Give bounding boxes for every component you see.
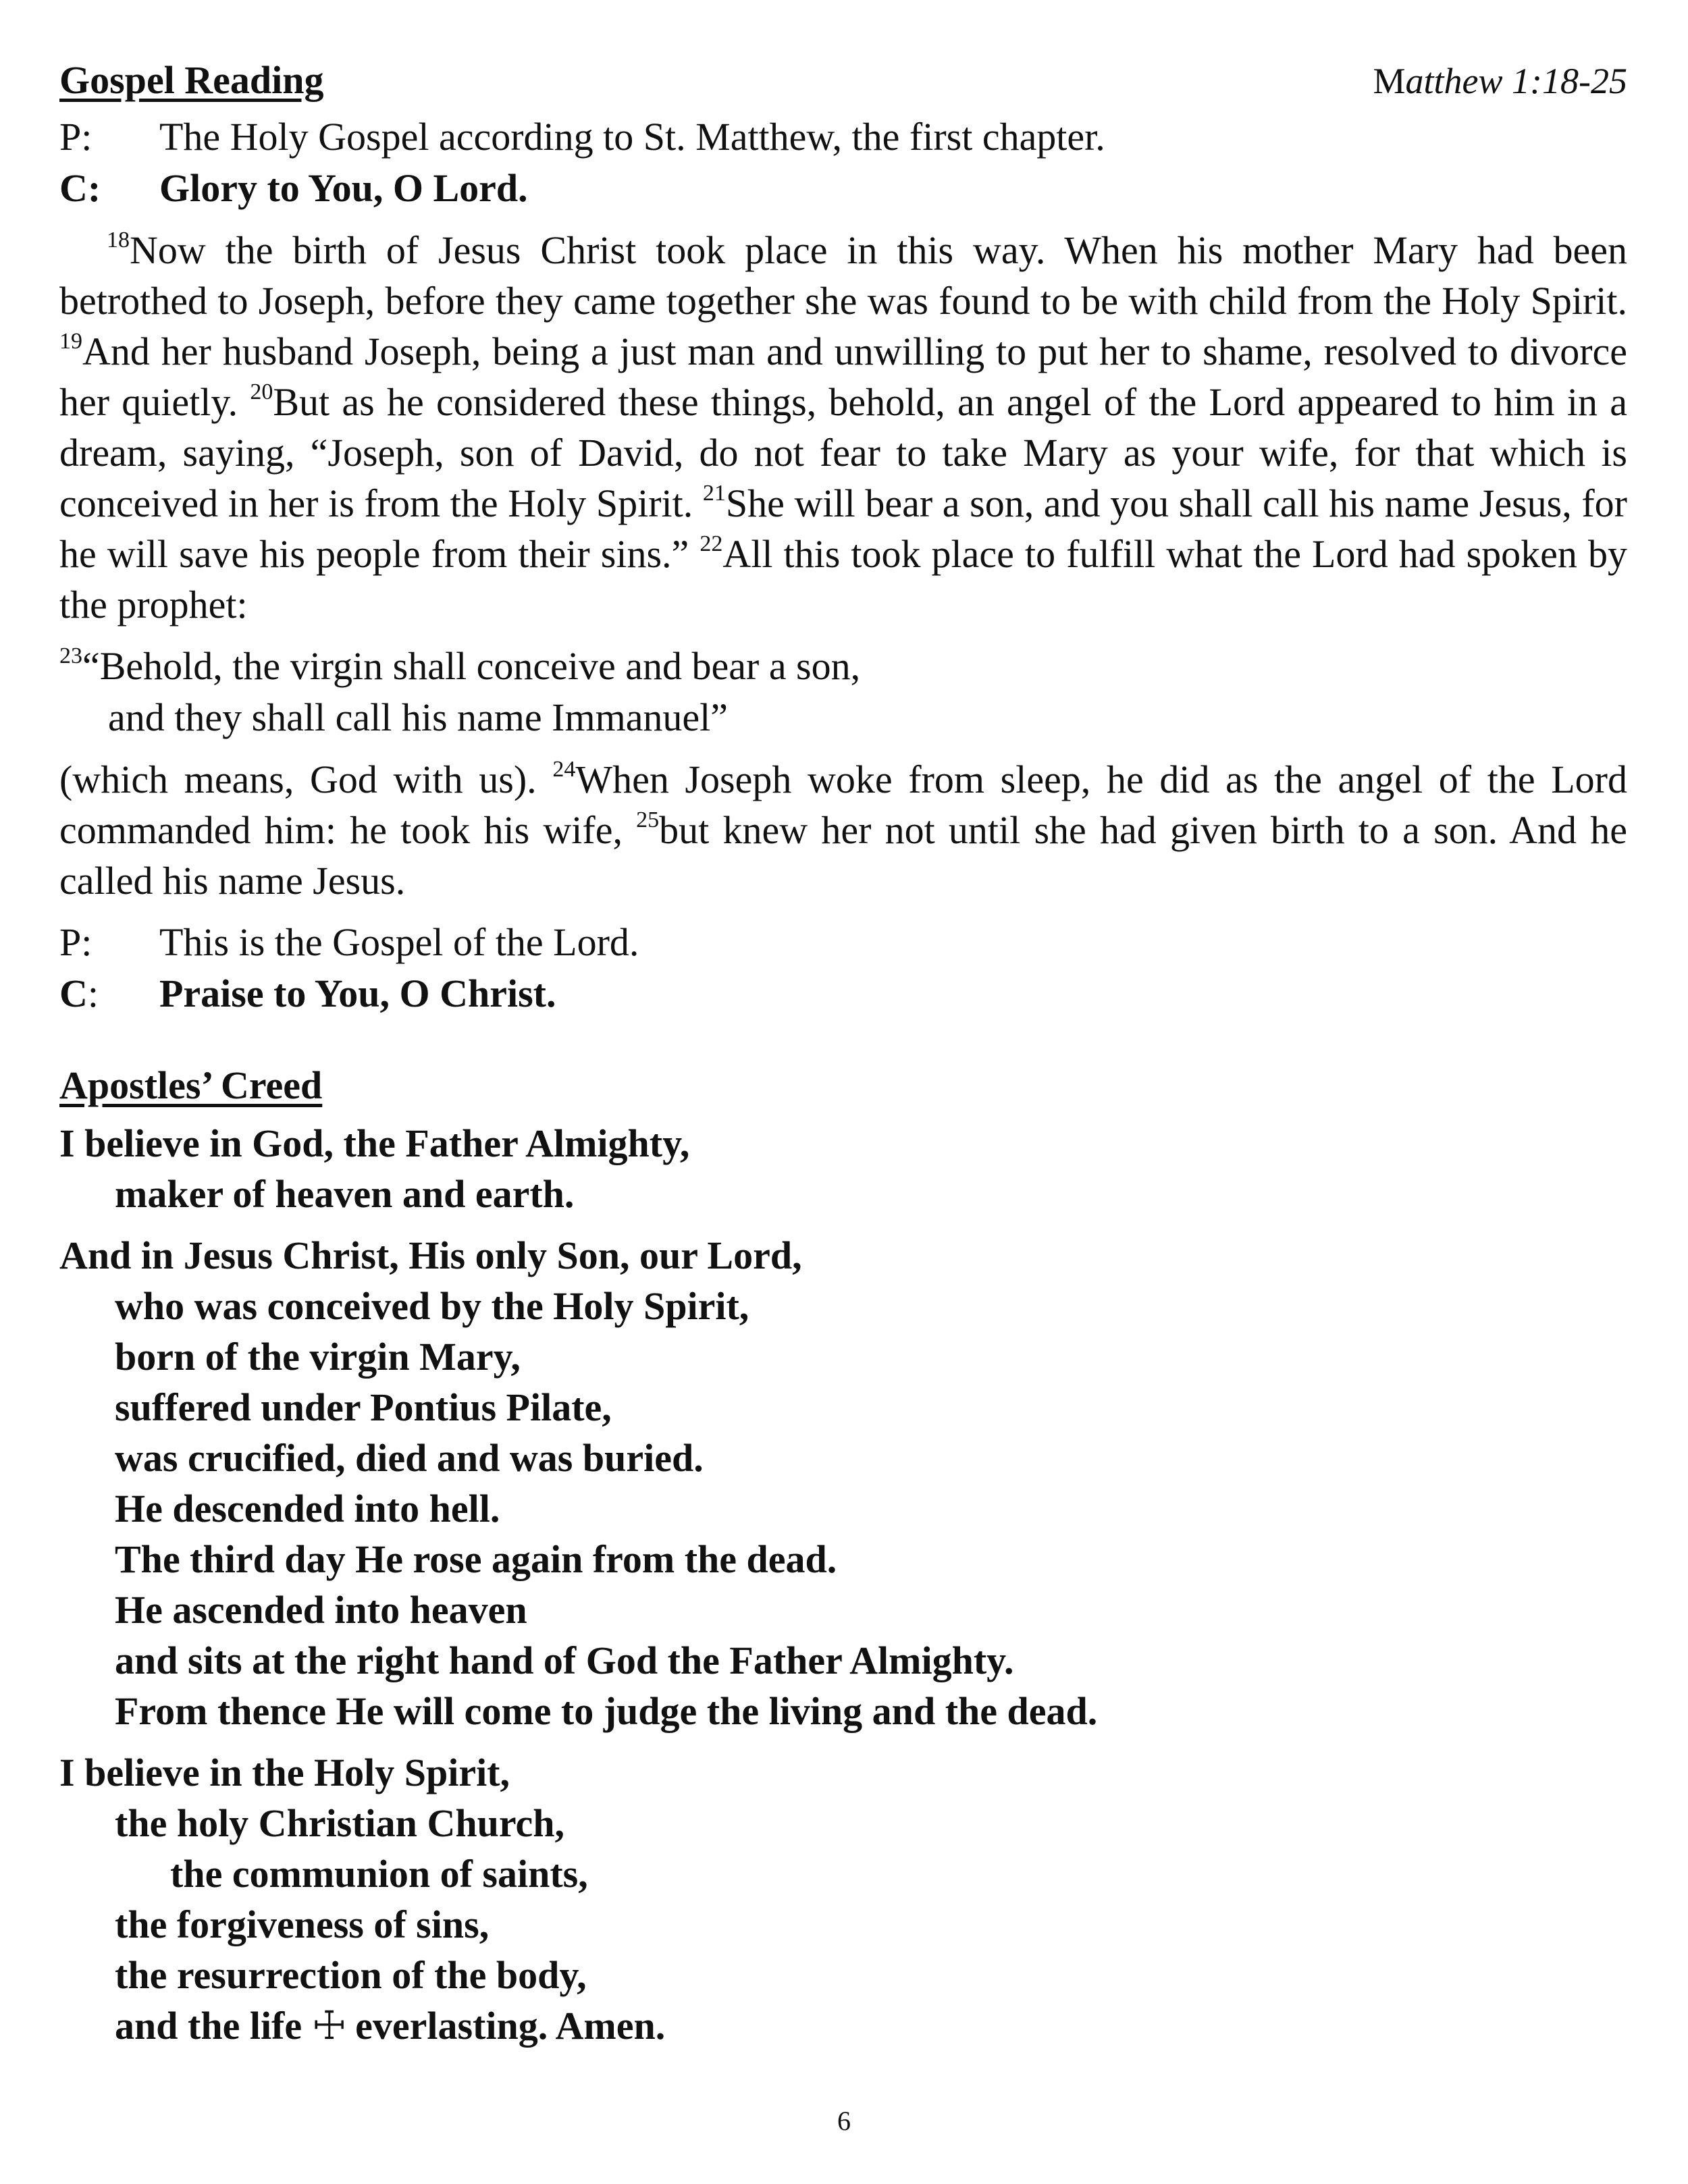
closing-congregation-line — [59, 968, 1627, 1019]
closing-pastor-line — [59, 917, 1627, 968]
verse-number: 20 — [250, 379, 273, 404]
gospel-citation — [1373, 60, 1627, 102]
creed-line: the communion of saints, — [170, 1852, 588, 1896]
creed-line: the resurrection of the body, — [115, 1953, 587, 1997]
creed-final-text-end: everlasting. Amen. — [345, 2004, 666, 2048]
pastor-text: This is the Gospel of the Lord. — [159, 920, 639, 964]
creed-final-text-start: and the life — [115, 2004, 312, 2048]
quote-text: “Behold, the virgin shall conceive and bear a son, — [82, 644, 861, 688]
creed-line: And in Jesus Christ, His only Son, our Lord, — [59, 1233, 802, 1277]
verse-text: But as he considered these things, behold, an angel of the Lord appeared to him in a dream, saying, “Joseph, son of David, do not fear to take Mary as your wife, for that which is conceived in her is from the Holy Spirit. — [59, 380, 1627, 525]
quote-text: and they shall call his name Immanuel” — [108, 695, 729, 739]
verse-number: 23 — [59, 643, 82, 668]
creed-line: The third day He rose again from the dead. — [115, 1537, 837, 1581]
verse-number: 25 — [636, 807, 660, 832]
creed-stanza-son — [59, 1230, 1627, 1736]
verse-number: 18 — [107, 228, 130, 252]
gospel-paragraph-2 — [59, 754, 1627, 906]
speaker-label: C: — [59, 166, 101, 210]
speaker-label: P: — [59, 115, 93, 159]
creed-line: He descended into hell. — [115, 1487, 500, 1530]
gospel-heading-row — [59, 57, 1627, 111]
creed-heading-row — [59, 1063, 1627, 1118]
verse-number: 22 — [700, 531, 723, 556]
speaker-label — [59, 968, 159, 1019]
creed-line: who was conceived by the Holy Spirit, — [115, 1284, 749, 1328]
verse-text: but knew her not until she had given birth to a son. And he called his name Jesus. — [59, 808, 1627, 903]
creed-line: the forgiveness of sins, — [115, 1902, 490, 1946]
verse-number: 24 — [552, 757, 576, 782]
congregation-text: Glory to You, O Lord. — [159, 166, 528, 210]
citation-initial: M — [1373, 61, 1406, 101]
pastor-text: The Holy Gospel according to St. Matthew, the first chapter. — [159, 115, 1105, 159]
congregation-text: Praise to You, O Christ. — [159, 971, 556, 1015]
creed-line: suffered under Pontius Pilate, — [115, 1385, 612, 1429]
creed-line: maker of heaven and earth. — [115, 1172, 575, 1216]
verse-text: She will bear a son, and you shall call his name Jesus, for he will save his people from their sins.” — [59, 481, 1627, 576]
page-number: 6 — [837, 2106, 851, 2136]
creed-final-line — [59, 2000, 1627, 2051]
creed-stanza-father — [59, 1118, 1627, 1219]
paragraph-lead: (which means, God with us). — [59, 757, 553, 801]
creed-line: I believe in the Holy Spirit, — [59, 1751, 510, 1794]
verse-number: 19 — [59, 329, 82, 354]
creed-line: the holy Christian Church, — [115, 1801, 565, 1845]
speaker-label: P: — [59, 920, 93, 964]
intro-pastor-line — [59, 111, 1627, 163]
creed-line: and sits at the right hand of God the Father Almighty. — [115, 1639, 1014, 1682]
gospel-paragraph-1 — [59, 225, 1627, 630]
creed-line: From thence He will come to judge the living and the dead. — [115, 1689, 1098, 1733]
gospel-title: Gospel Reading — [59, 58, 324, 102]
citation-text: atthew 1:18-25 — [1405, 61, 1627, 101]
verse-text: When Joseph woke from sleep, he did as the angel of the Lord commanded him: he took his wife, — [59, 757, 1627, 852]
creed-stanza-spirit — [59, 1747, 1627, 2000]
creed-line: was crucified, died and was buried. — [115, 1436, 704, 1480]
verse-text: All this took place to fulfill what the Lord had spoken by the prophet: — [59, 532, 1627, 627]
speaker-letter: C — [59, 971, 88, 1015]
creed-line: born of the virgin Mary, — [115, 1335, 521, 1379]
speaker-colon: : — [87, 971, 99, 1015]
verse-number: 21 — [702, 481, 726, 506]
quote-line-2 — [59, 692, 1627, 743]
creed-title: Apostles’ Creed — [59, 1063, 323, 1107]
creed-line: I believe in God, the Father Almighty, — [59, 1121, 690, 1165]
creed-line: He ascended into heaven — [115, 1588, 527, 1632]
cross-icon: ☩ — [311, 2004, 347, 2048]
intro-congregation-line — [59, 163, 1627, 214]
verse-text: And her husband Joseph, being a just man and unwilling to put her to shame, resolved to divorce her quietly. — [59, 329, 1627, 424]
quote-line-1 — [59, 641, 1627, 692]
verse-text: Now the birth of Jesus Christ took place in this way. When his mother Mary had been betrothed to Joseph, before they came together she was found to be with child from the Holy Spirit. — [59, 228, 1627, 323]
bulletin-page — [59, 57, 1627, 2051]
